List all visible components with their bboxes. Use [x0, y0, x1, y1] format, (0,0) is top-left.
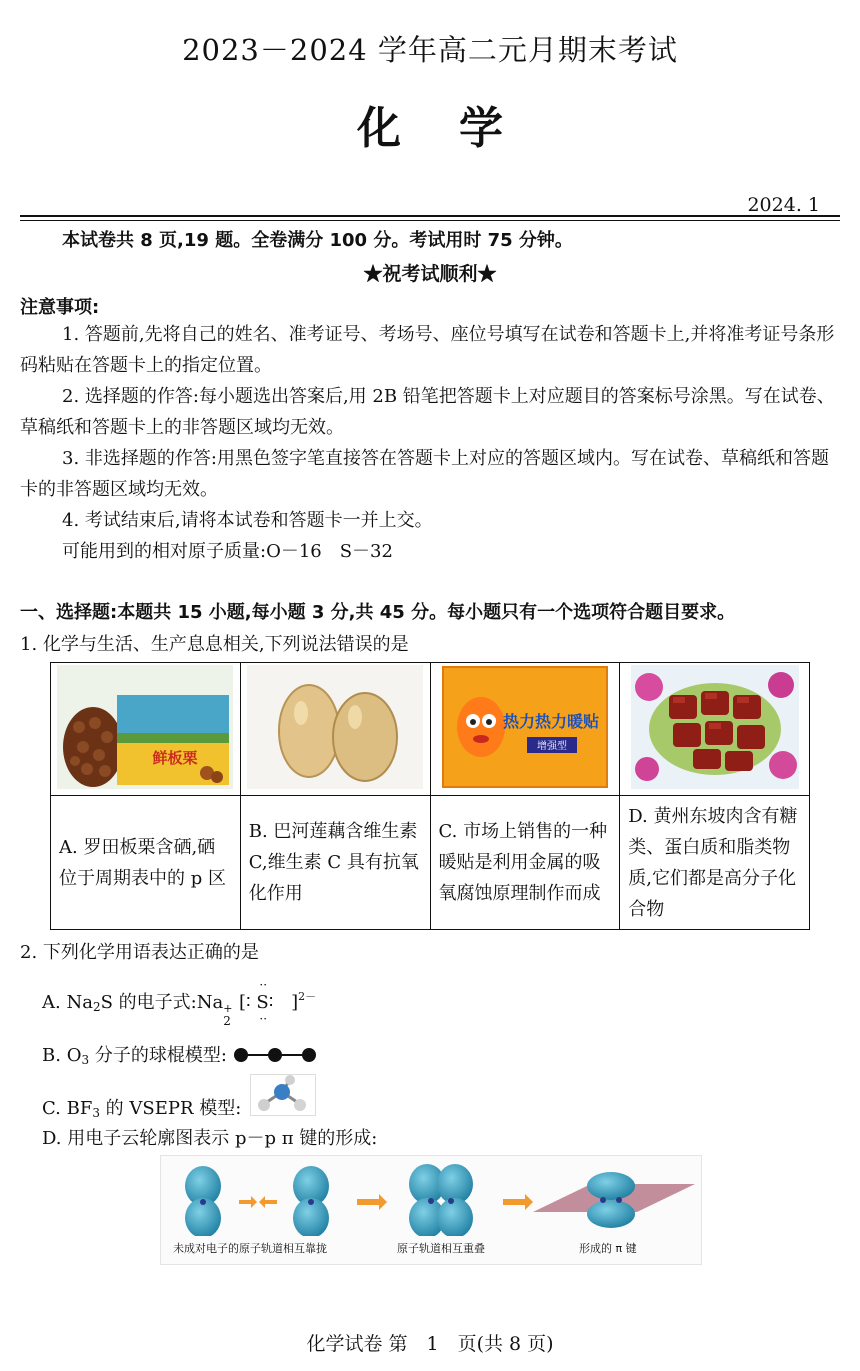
option-a-text: S 的电子式:: [100, 992, 197, 1013]
diagram-caption: 未成对电子的原子轨道相互靠拢: [173, 1242, 327, 1255]
blessing: ★祝考试顺利★: [363, 263, 497, 285]
diagram-caption: 形成的 π 键: [579, 1242, 637, 1255]
option-d: D. 黄州东坡肉含有糖类、蛋白质和脂类物质,它们都是高分子化合物: [620, 796, 810, 930]
orbital-figure: [161, 1156, 701, 1236]
header-rule: [20, 215, 840, 217]
option-c-text: 的 VSEPR 模型:: [99, 1098, 242, 1119]
formula-na: Na: [66, 992, 93, 1013]
dongpo-pork-image-cell: [620, 663, 810, 796]
atomic-mass-note: 可能用到的相对原子质量:O－16 S－32: [62, 541, 393, 562]
question-1-stem: 1. 化学与生活、生产息息相关,下列说法错误的是: [20, 634, 409, 655]
question-2-stem: 2. 下列化学用语表达正确的是: [20, 942, 259, 963]
pi-bond-diagram: [160, 1155, 702, 1265]
ball-stick-model: [233, 1046, 317, 1064]
notice-heading: 注意事项:: [20, 297, 100, 318]
charge: 2－: [298, 990, 317, 1003]
dongpo-pork-image: [631, 665, 799, 789]
option-label: B.: [42, 1045, 61, 1066]
section-heading: 一、选择题:本题共 15 小题,每小题 3 分,共 45 分。每小题只有一个选项符合题目要求。: [20, 602, 736, 623]
q2-option-c: [42, 1094, 241, 1120]
option-label: A.: [42, 992, 61, 1013]
subscript: 3: [81, 1053, 90, 1067]
warmer-tag: 增强型: [536, 741, 567, 752]
q2-option-d: D. 用电子云轮廓图表示 p－p π 键的形成:: [42, 1128, 378, 1149]
question-1-table: [50, 662, 810, 930]
hand-warmer-image-cell: [430, 663, 620, 796]
bracket-close: ]: [291, 992, 299, 1013]
lotus-root-image: [247, 665, 423, 789]
subject-title: 化学: [357, 103, 561, 154]
hand-warmer-image: [441, 665, 609, 789]
subscript: 2: [92, 1000, 101, 1014]
vsepr-model-image: [250, 1074, 316, 1116]
q2-option-a: [42, 978, 317, 1028]
exam-summary: 本试卷共 8 页,19 题。全卷满分 100 分。考试用时 75 分钟。: [62, 230, 573, 251]
notice-item: 1. 答题前,先将自己的姓名、准考证号、考场号、座位号填写在试卷和答题卡上,并将准考证号条形码粘贴在答题卡上的指定位置。: [20, 324, 835, 376]
notice-item: 3. 非选择题的作答:用黑色签字笔直接答在答题卡上对应的答题区域内。写在试卷、草稿纸和答题卡的非答题区域均无效。: [20, 448, 829, 500]
lone-pair-dots: ··: [259, 978, 268, 992]
lone-pair-dots: ··: [259, 1012, 268, 1026]
chestnut-image-cell: [51, 663, 241, 796]
header-rule-thin: [20, 220, 840, 221]
charge-plus: +: [223, 1002, 233, 1015]
subscript: 3: [92, 1106, 100, 1120]
option-label: C.: [42, 1098, 61, 1119]
formula-o: O: [66, 1045, 82, 1066]
subscript: 2: [223, 1014, 231, 1028]
option-b: B. 巴河莲藕含维生素 C,维生素 C 具有抗氧化作用: [240, 796, 430, 930]
bracket-open: [∶: [238, 992, 251, 1013]
diagram-caption: 原子轨道相互重叠: [397, 1242, 485, 1255]
lotus-root-image-cell: [240, 663, 430, 796]
sulfide-s: S∶: [256, 992, 274, 1013]
option-c: C. 市场上销售的一种暖贴是利用金属的吸氧腐蚀原理制作而成: [430, 796, 620, 930]
notice-item: 4. 考试结束后,请将本试卷和答题卡一并上交。: [62, 510, 433, 531]
option-a: A. 罗田板栗含硒,硒位于周期表中的 p 区: [51, 796, 241, 930]
page-footer: 化学试卷 第 1 页(共 8 页): [306, 1333, 554, 1355]
chestnut-image: [57, 665, 233, 789]
q2-option-b: [42, 1041, 317, 1067]
exam-date: 2024. 1: [747, 194, 820, 216]
option-b-text: 分子的球棍模型:: [89, 1045, 227, 1066]
notice-item: 2. 选择题的作答:每小题选出答案后,用 2B 铅笔把答题卡上对应题目的答案标号涂黑。写在试卷、草稿纸和答题卡上的非答题区域均无效。: [20, 386, 835, 438]
warmer-label: 热力热力暖贴: [502, 712, 599, 731]
exam-title: 2023－2024 学年高二元月期末考试: [182, 33, 678, 67]
package-label: 鲜板栗: [152, 749, 198, 767]
na-ion: Na: [196, 992, 224, 1013]
formula-bf: BF: [66, 1098, 93, 1119]
